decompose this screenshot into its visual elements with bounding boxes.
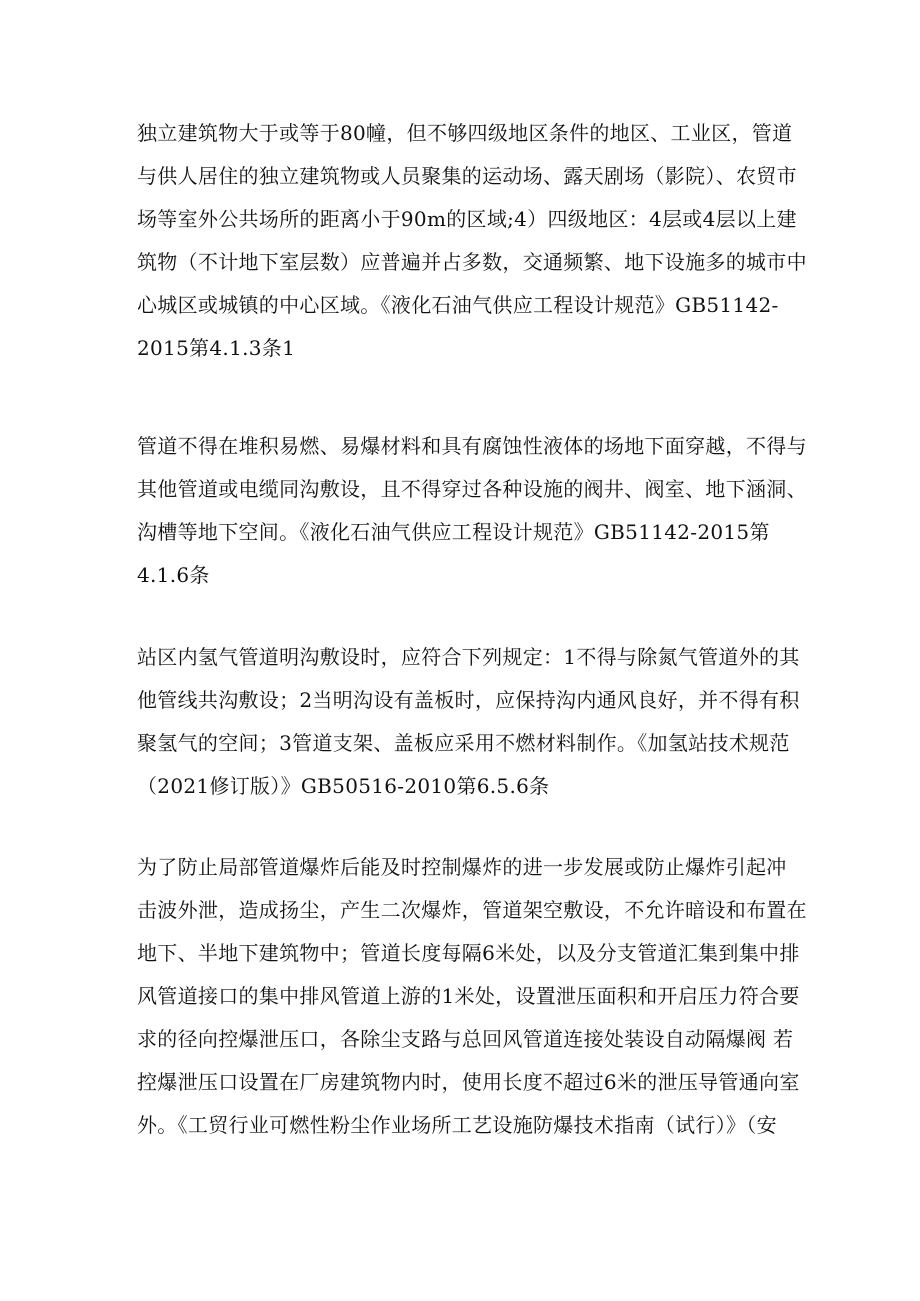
text-line: 4.1.6条: [137, 563, 210, 587]
text-line: （2021修订版）》GB50516-2010第6.5.6条: [137, 774, 550, 798]
text-line: 沟槽等地下空间。《液化石油气供应工程设计规范》GB51142-2015第: [137, 520, 770, 544]
text-line: 独立建筑物大于或等于80幢，但不够四级地区条件的地区、工业区，管道: [137, 121, 793, 145]
paragraph-3: [137, 636, 800, 808]
text-line: 风管道接口的集中排风管道上游的1米处，设置泄压面积和开启压力符合要: [137, 984, 800, 1008]
text-line: 站区内氢气管道明沟敷设时，应符合下列规定：1不得与除氮气管道外的其: [137, 645, 800, 669]
text-line: 管道不得在堆积易燃、易爆材料和具有腐蚀性液体的场地下面穿越，不得与: [137, 434, 807, 458]
text-line: 他管线共沟敷设；2当明沟设有盖板时，应保持沟内通风良好，并不得有积: [137, 688, 800, 712]
text-line: 外。《工贸行业可燃性粉尘作业场所工艺设施防爆技术指南（试行）》（安: [137, 1113, 777, 1137]
paragraph-4: [137, 846, 807, 1147]
text-line: 筑物（不计地下室层数）应普遍并占多数，交通频繁、地下设施多的城市中: [137, 250, 807, 274]
text-line: 控爆泄压口设置在厂房建筑物内时，使用长度不超过6米的泄压导管通向室: [137, 1070, 800, 1094]
text-line: 为了防止局部管道爆炸后能及时控制爆炸的进一步发展或防止爆炸引起冲: [137, 855, 787, 879]
text-line: 地下、半地下建筑物中；管道长度每隔6米处，以及分支管道汇集到集中排: [137, 941, 800, 965]
text-line: 击波外泄，造成扬尘，产生二次爆炸，管道架空敷设，不允许暗设和布置在: [137, 898, 807, 922]
text-line: 场等室外公共场所的距离小于90m的区域;4）四级地区：4层或4层以上建: [137, 207, 797, 231]
text-line: 与供人居住的独立建筑物或人员聚集的运动场、露天剧场（影院）、农贸市: [137, 164, 797, 188]
paragraph-2: [137, 425, 807, 597]
text-line: 聚氢气的空间；3管道支架、盖板应采用不燃材料制作。《加氢站技术规范: [137, 731, 790, 755]
text-line: 心城区或城镇的中心区域。《液化石油气供应工程设计规范》GB51142-: [137, 293, 779, 317]
paragraph-1: [137, 112, 807, 370]
text-line: 其他管道或电缆同沟敷设，且不得穿过各种设施的阀井、阀室、地下涵洞、: [137, 477, 807, 501]
text-line: 2015第4.1.3条1: [137, 336, 296, 360]
text-line: 求的径向控爆泄压口，各除尘支路与总回风管道连接处装设自动隔爆阀 若: [137, 1027, 794, 1051]
